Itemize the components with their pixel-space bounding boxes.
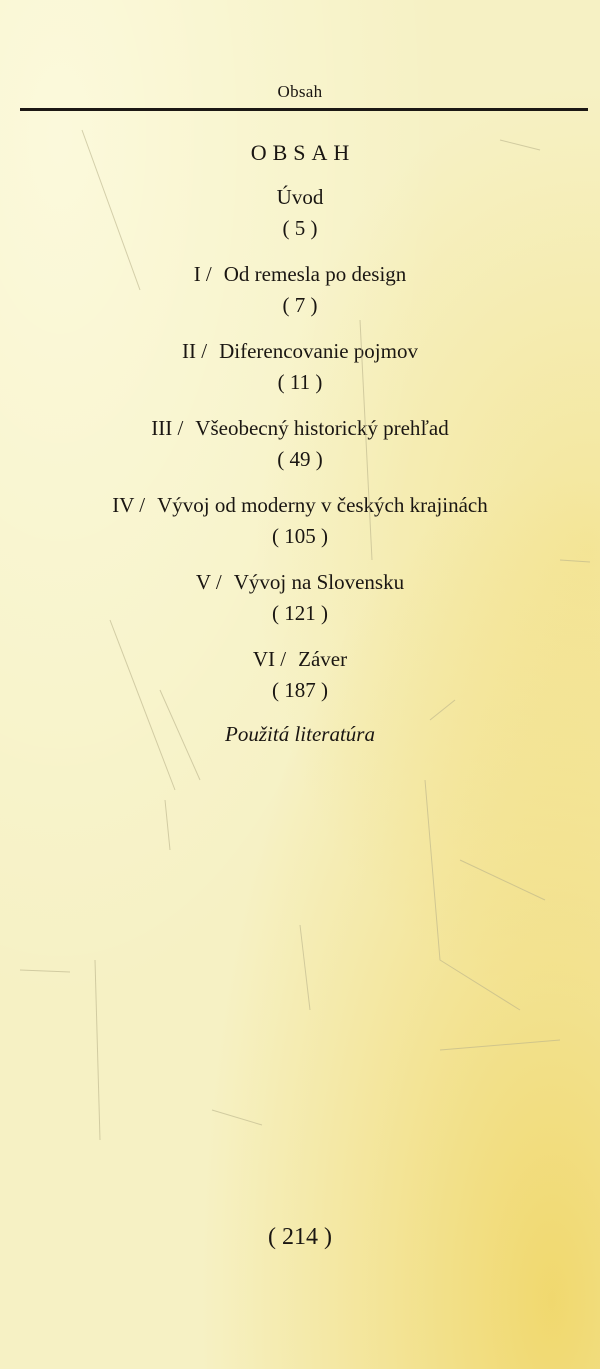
toc-entry-number: II / [182,339,208,363]
toc-entry-chapter-3 [0,413,600,475]
toc-entry-title: Všeobecný historický prehľad [195,416,449,440]
toc-entry-number: I / [193,262,212,286]
toc-entry-page: ( 121 ) [272,601,328,625]
toc-entry-chapter-6 [0,644,600,706]
toc-entry-title: Úvod [276,185,324,209]
running-head: Obsah [277,82,323,101]
toc-entry-title: Použitá literatúra [225,722,375,746]
toc-entry-chapter-2 [0,336,600,398]
toc-entry-title: Záver [298,647,348,671]
toc-entry-number: IV / [112,493,146,517]
toc-entry-title: Vývoj od moderny v českých krajinách [157,493,488,517]
toc-entry-page: ( 7 ) [282,293,318,317]
header-rule [20,108,588,111]
toc-title: OBSAH [250,140,356,165]
toc-entry-page: ( 11 ) [277,370,323,394]
toc-entry-page: ( 105 ) [272,524,328,548]
toc-entry-page: ( 187 ) [272,678,328,702]
toc-entry-chapter-1 [0,259,600,321]
toc-entry-number: V / [195,570,222,594]
table-of-contents [0,182,600,765]
toc-entry-number: VI / [252,647,287,671]
toc-entry-title: Diferencovanie pojmov [219,339,418,363]
toc-entry-chapter-4 [0,490,600,552]
toc-entry-title: Vývoj na Slovensku [233,570,405,594]
toc-entry-page: ( 49 ) [277,447,323,471]
page-number: ( 214 ) [268,1224,332,1250]
toc-entry-chapter-5 [0,567,600,629]
toc-entry-title: Od remesla po design [223,262,407,286]
toc-entry-intro [0,182,600,244]
toc-entry-bibliography [0,719,600,750]
toc-entry-page: ( 5 ) [282,216,318,240]
toc-entry-number: III / [151,416,184,440]
